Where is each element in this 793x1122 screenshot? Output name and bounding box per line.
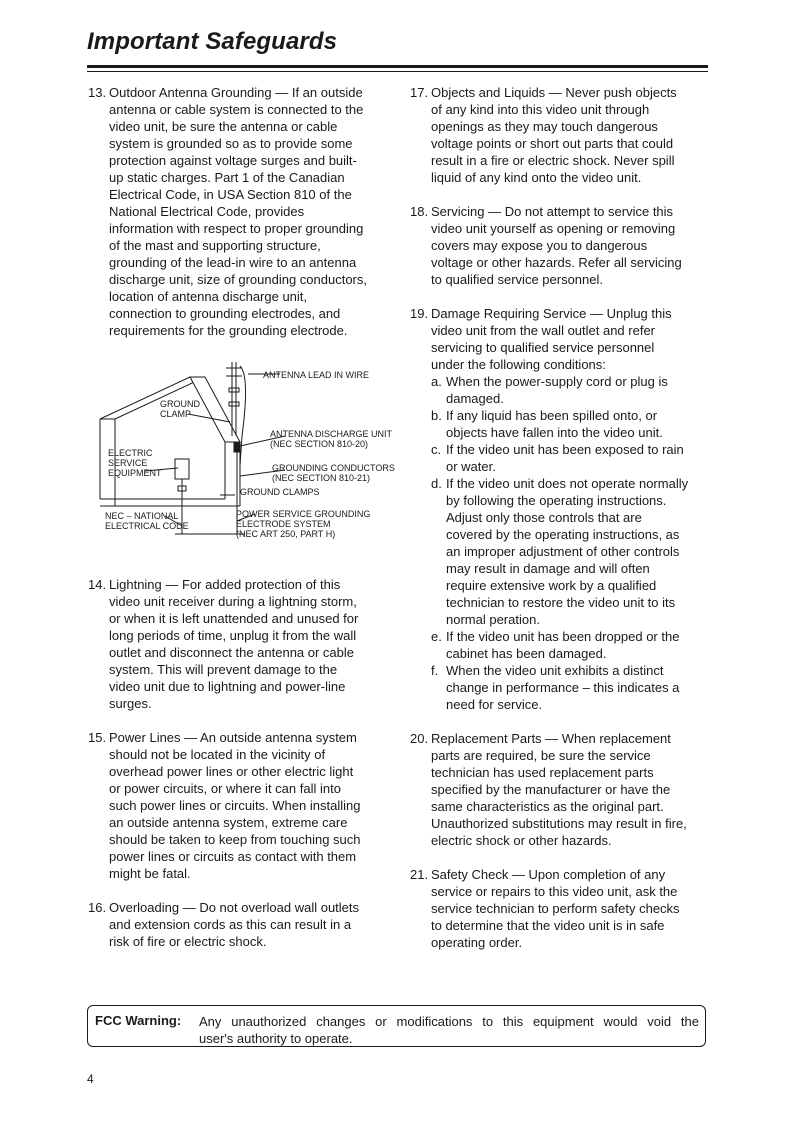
item-text-line: same characteristics as the original part. (431, 799, 664, 814)
page-number: 4 (87, 1072, 94, 1086)
sub-item-text-line: normal peration. (446, 612, 540, 627)
item-text-line: information with respect to proper grounding (109, 221, 364, 236)
sub-item-text-line: or water. (446, 459, 496, 474)
sub-item-letter: d. (431, 476, 442, 491)
item-text-line: voltage or other hazards. Refer all servicing (431, 255, 682, 270)
sub-item-text-line: If the video unit does not operate normally (446, 476, 689, 491)
sub-item-text-line: Adjust only those controls that are (446, 510, 642, 525)
item-text-line: operating order. (431, 935, 523, 950)
item-text-line: Damage Requiring Service — Unplug this (431, 306, 672, 321)
item-text-line: outlet and disconnect the antenna or cable (109, 645, 355, 660)
fcc-warning-box (87, 1005, 706, 1047)
sub-item (431, 407, 710, 441)
item-text-line: risk of fire or electric shock. (109, 934, 267, 949)
item-text-line: covers may expose you to dangerous (431, 238, 648, 253)
item-text-line: service technician to perform safety checks (431, 901, 680, 916)
sub-item-text-line: by following the operating instructions. (446, 493, 667, 508)
item-text-line: Lightning — For added protection of this (109, 577, 341, 592)
item-text-line: voltage points or short out parts that could (431, 136, 674, 151)
label-grounding-conductors: GROUNDING CONDUCTORS (NEC SECTION 810-21) (272, 463, 395, 483)
item-text-line: requirements for the grounding electrode. (109, 323, 348, 338)
item-number: 16. (88, 900, 107, 915)
item-text-line: service or repairs to this video unit, ask the (431, 884, 678, 899)
item-number: 19. (410, 306, 429, 321)
safeguard-item-13 (88, 84, 390, 339)
fcc-warning-label: FCC Warning: (95, 1013, 182, 1028)
page-title: Important Safeguards (87, 28, 338, 55)
sub-item-text-line: When the video unit exhibits a distinct (446, 663, 664, 678)
sub-item (431, 441, 710, 475)
safeguard-item-14 (88, 576, 390, 712)
sub-item (431, 373, 710, 407)
item-text-line: video unit from the wall outlet and refer (431, 323, 656, 338)
item-number: 15. (88, 730, 107, 745)
item-number: 20. (410, 731, 429, 746)
safeguard-item-21 (410, 866, 710, 951)
item-text-line: Electrical Code, in USA Section 810 of the (109, 187, 352, 202)
item-text-line: video unit due to lightning and power-line (109, 679, 346, 694)
sub-item-text-line: If any liquid has been spilled onto, or (446, 408, 658, 423)
sub-item-text-line: change in performance – this indicates a (446, 680, 680, 695)
item-text-line: Power Lines — An outside antenna system (109, 730, 357, 745)
item-text-line: should not be located in the vicinity of (109, 747, 326, 762)
item-text-line: result in a fire or electric shock. Never spill (431, 153, 675, 168)
sub-item-letter: f. (431, 663, 439, 678)
item-text-line: up static charges. Part 1 of the Canadian (109, 170, 345, 185)
label-ground-clamps: GROUND CLAMPS (240, 487, 320, 497)
item-text-line: surges. (109, 696, 152, 711)
item-number: 17. (410, 85, 429, 100)
sub-item-letter: a. (431, 374, 442, 389)
item-text-line: overhead power lines or other electric light (109, 764, 354, 779)
item-number: 21. (410, 867, 429, 882)
item-text-line: of any kind into this video unit through (431, 102, 650, 117)
item-text-line: video unit, be sure the antenna or cable (109, 119, 338, 134)
item-text-line: under the following conditions: (431, 357, 606, 372)
item-text-line: Replacement Parts — When replacement (431, 731, 671, 746)
sub-item-text-line: covered by the operating instructions, as (446, 527, 680, 542)
item-text-line: Safety Check — Upon completion of any (431, 867, 666, 882)
item-text-line: such power lines or circuits. When installing (109, 798, 361, 813)
label-nec: NEC – NATIONAL ELECTRICAL CODE (105, 511, 189, 531)
item-text-line: and extension cords as this can result in a (109, 917, 352, 932)
sub-item-text-line: If the video unit has been dropped or the (446, 629, 680, 644)
item-text-line: location of antenna discharge unit, (109, 289, 308, 304)
item-text-line: system is grounded so as to provide some (109, 136, 353, 151)
sub-item (431, 628, 710, 662)
item-text-line: specified by the manufacturer or have the (431, 782, 671, 797)
sub-item-text-line: need for service. (446, 697, 543, 712)
item-number: 13. (88, 85, 107, 100)
sub-item-text-line: When the power-supply cord or plug is (446, 374, 668, 389)
sub-item (431, 662, 710, 713)
label-ground-clamp: GROUND CLAMP (160, 399, 200, 419)
item-text-line: Objects and Liquids — Never push objects (431, 85, 677, 100)
item-text-line: or when it is left unattended and unused for (109, 611, 359, 626)
item-text-line: openings as they may touch dangerous (431, 119, 658, 134)
title-rule-thin (87, 71, 708, 72)
antenna-grounding-diagram (80, 356, 400, 548)
sub-item-letter: c. (431, 442, 442, 457)
item-text-line: Outdoor Antenna Grounding — If an outside (109, 85, 363, 100)
sub-item (431, 475, 710, 628)
safeguard-item-17 (410, 84, 710, 186)
item-text-line: to qualified service personnel. (431, 272, 603, 287)
item-text-line: connection to grounding electrodes, and (109, 306, 341, 321)
right-column (410, 84, 710, 968)
item-text-line: servicing to qualified service personnel (431, 340, 655, 355)
safeguard-item-18 (410, 203, 710, 288)
sub-item-letter: e. (431, 629, 442, 644)
item-text-line: Servicing — Do not attempt to service this (431, 204, 674, 219)
sub-item-text-line: cabinet has been damaged. (446, 646, 607, 661)
item-text-line: should be taken to keep from touching such (109, 832, 361, 847)
item-text-line: electric shock or other hazards. (431, 833, 612, 848)
safeguard-item-15 (88, 729, 390, 882)
item-text-line: or power circuits, or where it can fall into (109, 781, 341, 796)
item-text-line: an outside antenna system, extreme care (109, 815, 348, 830)
item-text-line: discharge unit, size of grounding conductors, (109, 272, 367, 287)
sub-item-text-line: may result in damage and will often (446, 561, 650, 576)
label-antenna-lead-in-wire: ANTENNA LEAD IN WIRE (263, 370, 370, 380)
sub-item-letter: b. (431, 408, 442, 423)
item-text-line: National Electrical Code, provides (109, 204, 305, 219)
label-power-service-grounding: POWER SERVICE GROUNDING ELECTRODE SYSTEM (NEC ART 250, PART H) (236, 509, 371, 539)
fcc-warning-text (199, 1013, 699, 1047)
item-text-line: antenna or cable system is connected to the (109, 102, 364, 117)
item-text-line: system. This will prevent damage to the (109, 662, 338, 677)
safeguard-item-16 (88, 899, 390, 950)
item-number: 14. (88, 577, 107, 592)
item-text-line: of the mast and supporting structure, (109, 238, 321, 253)
item-text-line: might be fatal. (109, 866, 191, 881)
item-text-line: to determine that the video unit is in safe (431, 918, 665, 933)
left-items-after-diagram (88, 576, 390, 950)
sub-item-text-line: require extensive work by a qualified (446, 578, 657, 593)
left-column (88, 84, 395, 967)
item-text-line: power lines or circuits as contact with them (109, 849, 357, 864)
fcc-warning-line-2: user's authority to operate. (199, 1031, 353, 1046)
title-rule (87, 65, 708, 68)
sub-item-text-line: damaged. (446, 391, 504, 406)
item-text-line: Unauthorized substitutions may result in fire, (431, 816, 687, 831)
item-text-line: video unit yourself as opening or removing (431, 221, 676, 236)
item-text-line: liquid of any kind onto the video unit. (431, 170, 642, 185)
sub-item-text-line: objects have fallen into the video unit. (446, 425, 663, 440)
fcc-warning-line-1: Any unauthorized changes or modifications to this equipment would void the (199, 1014, 699, 1029)
sub-item-text-line: If the video unit has been exposed to rain (446, 442, 684, 457)
item-text-line: Overloading — Do not overload wall outlets (109, 900, 360, 915)
item-text-line: protection against voltage surges and built- (109, 153, 357, 168)
item-text-line: grounding of the lead-in wire to an antenna (109, 255, 357, 270)
item-text-line: technician has used replacement parts (431, 765, 654, 780)
item-text-line: parts are required, be sure the service (431, 748, 651, 763)
sub-item-text-line: an improper adjustment of other controls (446, 544, 680, 559)
safeguard-item-19 (410, 305, 710, 713)
label-antenna-discharge-unit: ANTENNA DISCHARGE UNIT (NEC SECTION 810-20) (270, 429, 393, 449)
item-number: 18. (410, 204, 429, 219)
label-electric-service-equipment: ELECTRIC SERVICE EQUIPMENT (108, 448, 162, 478)
item-text-line: long periods of time, unplug it from the wall (109, 628, 357, 643)
item-text-line: video unit receiver during a lightning storm, (109, 594, 357, 609)
safeguard-item-20 (410, 730, 710, 849)
sub-item-text-line: technician to restore the video unit to its (446, 595, 676, 610)
